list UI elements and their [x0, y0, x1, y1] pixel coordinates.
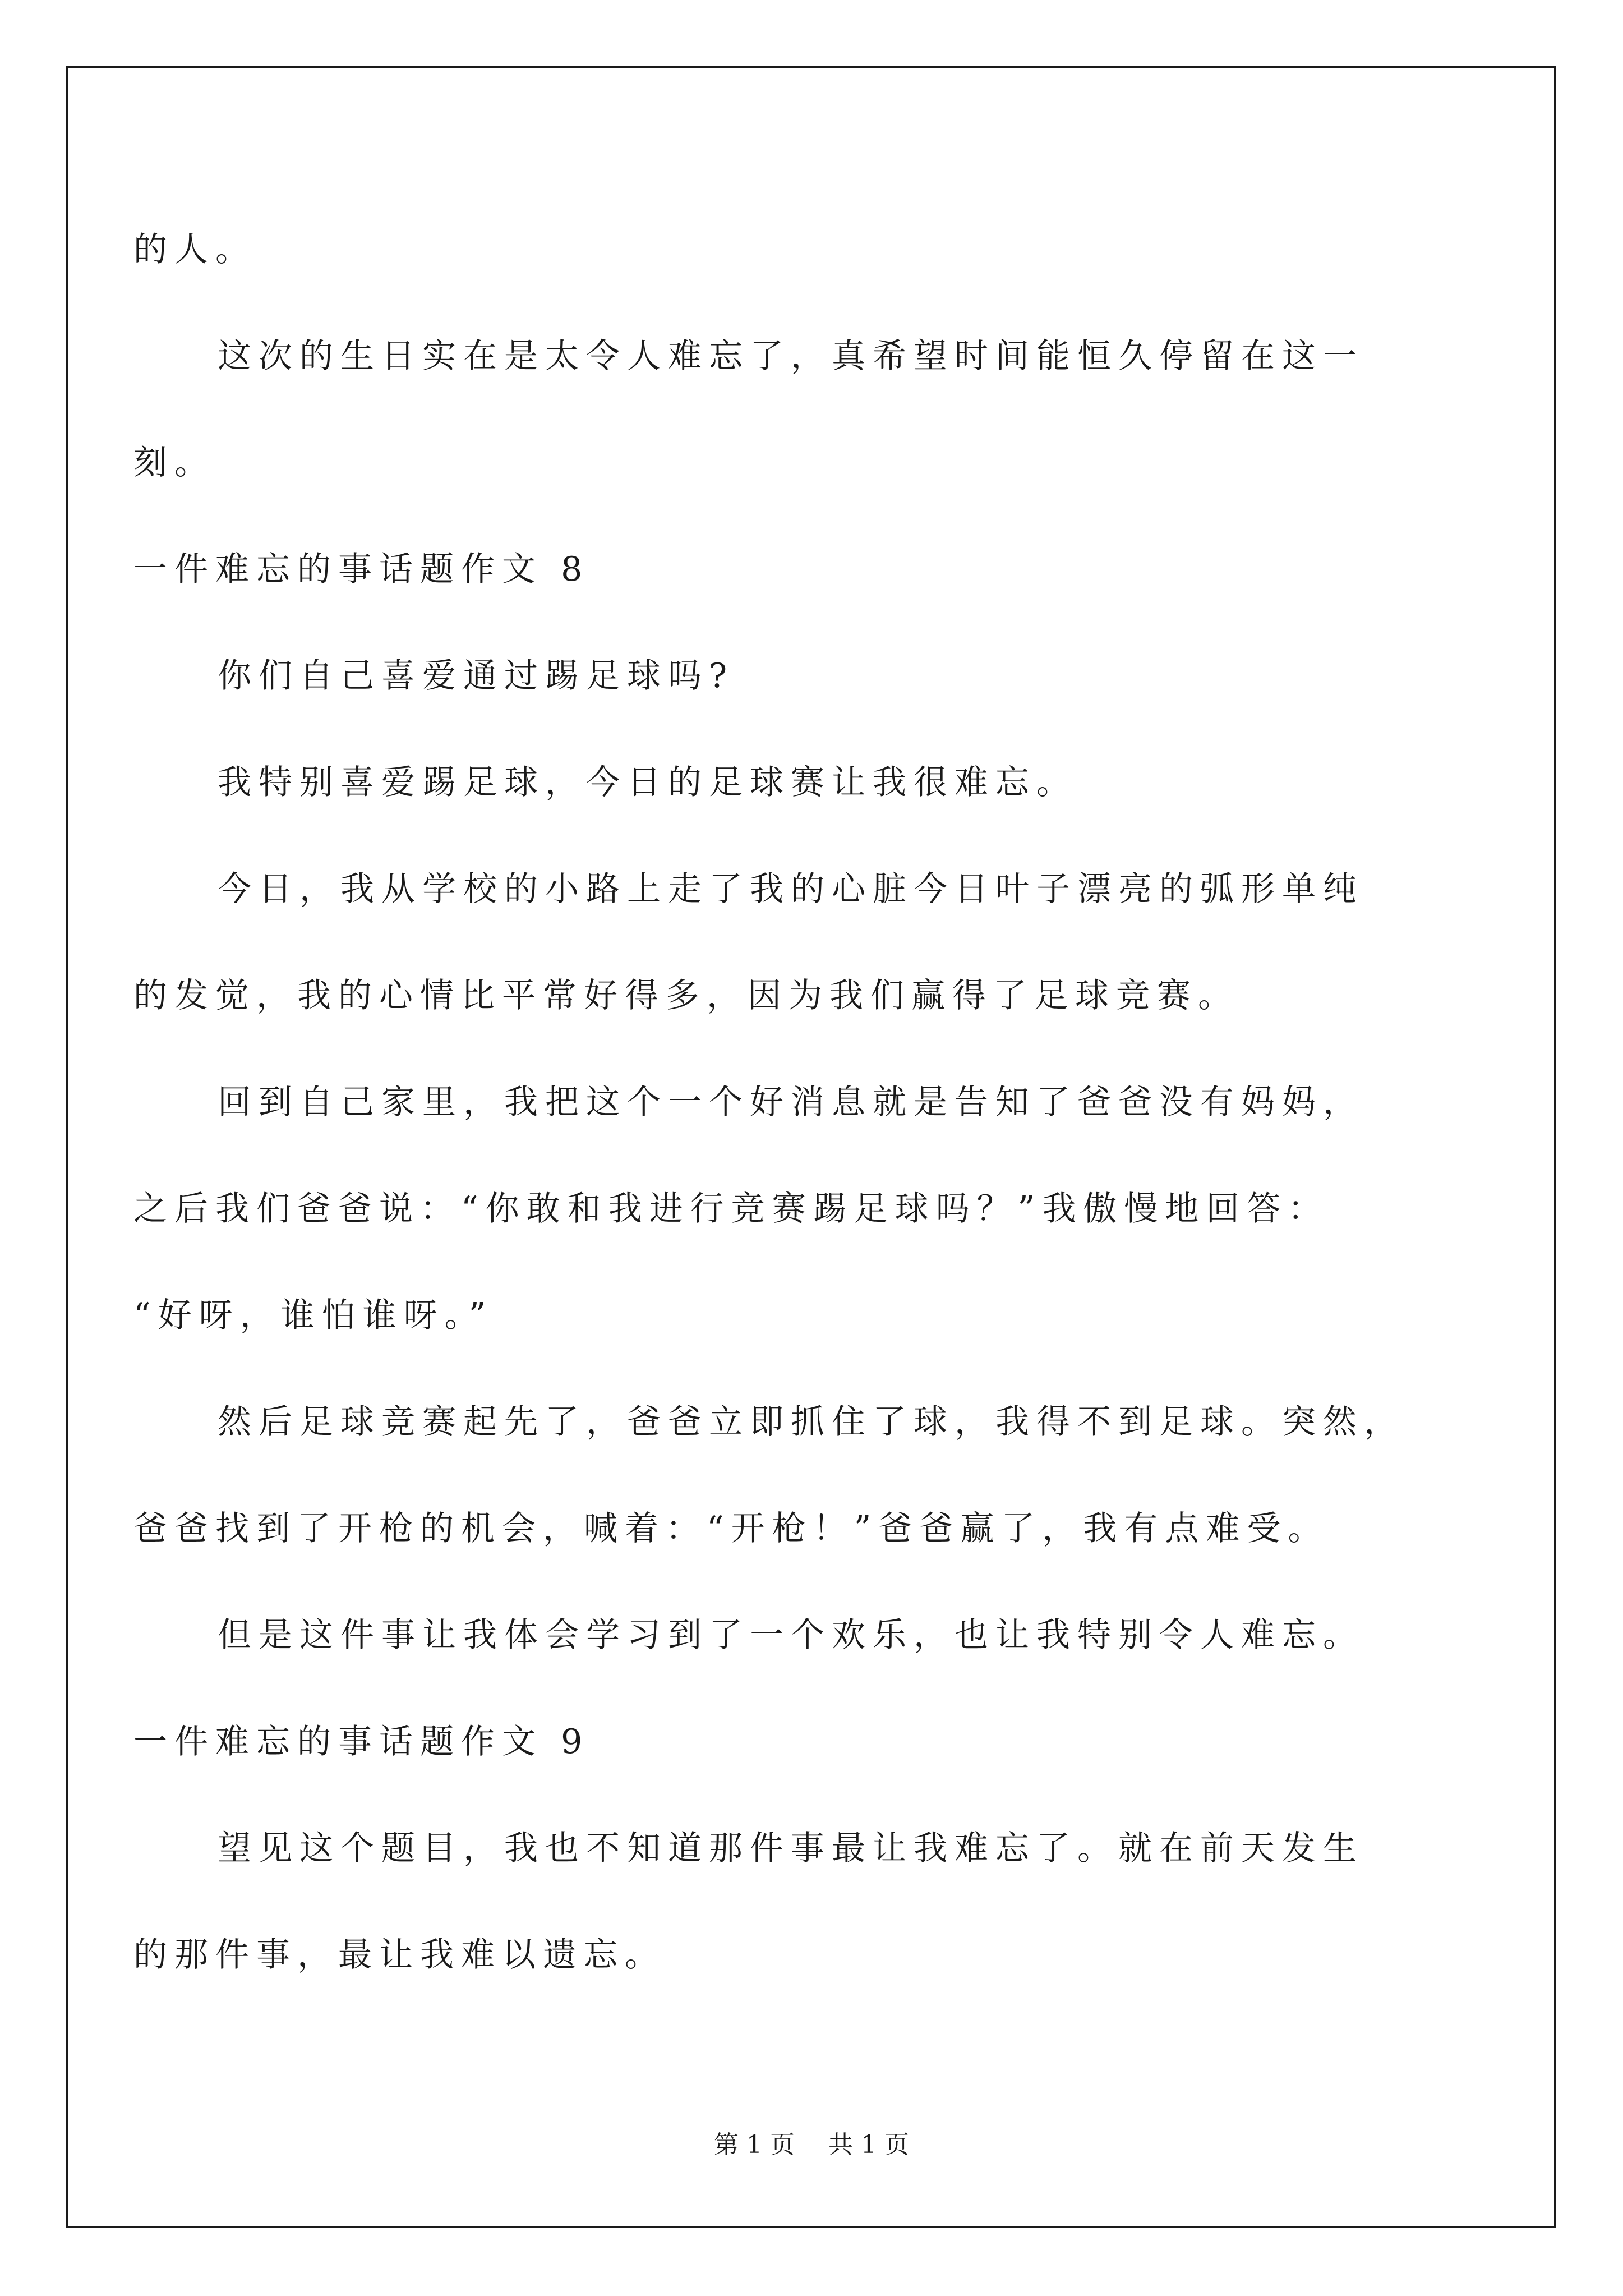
- text-line: “好呀，谁怕谁呀。”: [133, 1296, 494, 1335]
- paragraph-line: 你们自己喜爱通过踢足球吗?: [218, 656, 735, 696]
- paragraph-line: 但是这件事让我体会学习到了一个欢乐，也让我特别令人难忘。: [218, 1616, 1364, 1655]
- text-line: 的那件事，最让我难以遗忘。: [133, 1935, 666, 1975]
- paragraph-line: 我特别喜爱踢足球，今日的足球赛让我很难忘。: [218, 763, 1077, 802]
- paragraph-line: 望见这个题目，我也不知道那件事最让我难忘了。就在前天发生: [218, 1829, 1364, 1868]
- page-number: 第 1 页: [714, 2131, 795, 2159]
- text-line: 的发觉，我的心情比平常好得多，因为我们赢得了足球竞赛。: [133, 976, 1239, 1015]
- paragraph-line: 这次的生日实在是太令人难忘了，真希望时间能恒久停留在这一: [218, 337, 1364, 376]
- page-border: [66, 66, 1556, 2228]
- text-line: 的人。: [133, 230, 256, 269]
- paragraph-line: 今日，我从学校的小路上走了我的心脏今日叶子漂亮的弧形单纯: [218, 869, 1364, 909]
- text-line: 刻。: [133, 443, 215, 482]
- page-footer: [0, 2128, 1623, 2162]
- text-line: 爸爸找到了开枪的机会，喊着：“开枪！”爸爸赢了，我有点难受。: [133, 1509, 1329, 1548]
- text-line: 之后我们爸爸说：“你敢和我进行竞赛踢足球吗？”我傲慢地回答：: [133, 1189, 1329, 1228]
- paragraph-line: 然后足球竞赛起先了，爸爸立即抓住了球，我得不到足球。突然，: [218, 1402, 1405, 1442]
- paragraph-line: 回到自己家里，我把这个一个好消息就是告知了爸爸没有妈妈，: [218, 1083, 1364, 1122]
- total-pages: 共 1 页: [828, 2131, 909, 2159]
- section-heading: 一件难忘的事话题作文 8: [133, 550, 590, 589]
- section-heading: 一件难忘的事话题作文 9: [133, 1722, 590, 1761]
